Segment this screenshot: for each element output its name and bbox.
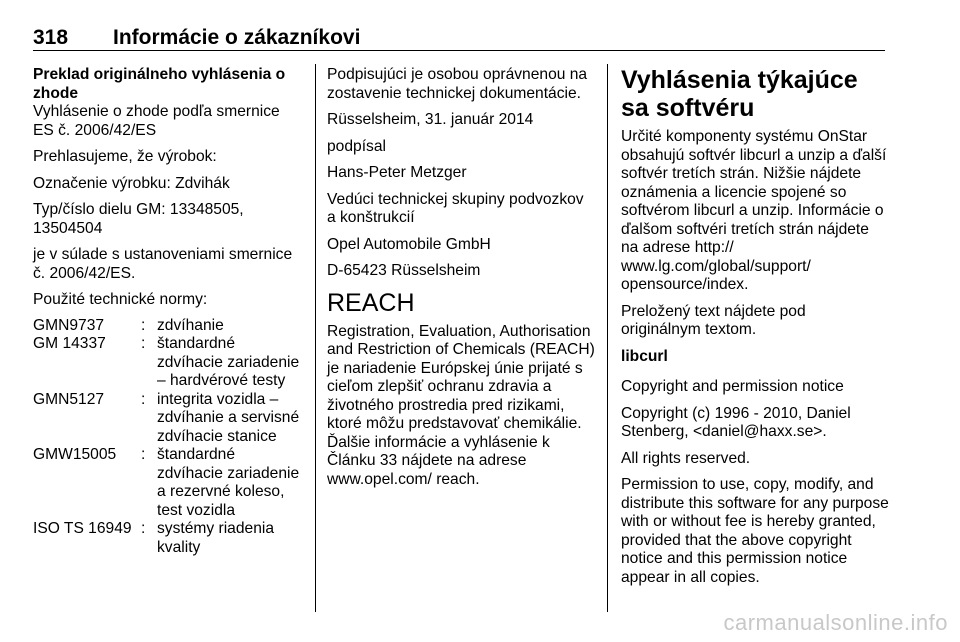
column-divider-2 xyxy=(607,64,608,612)
standard-row xyxy=(33,391,303,447)
standard-separator: : xyxy=(141,316,146,334)
column-divider-1 xyxy=(315,64,316,612)
part-number: Typ/číslo dielu GM: 13348505, 13504504 xyxy=(33,201,244,237)
standards-table xyxy=(33,317,303,558)
standards-intro: Použité technické normy: xyxy=(33,291,208,308)
page-title: Informácie o zákazníkovi xyxy=(113,26,361,49)
declaration-directive: Vyhlásenie o zhode podľa smernice ES č. 2006/42/ES xyxy=(33,103,280,139)
standard-row xyxy=(33,520,303,557)
libcurl-heading: libcurl xyxy=(621,347,668,365)
reach-heading: REACH xyxy=(327,288,415,317)
column-left xyxy=(33,66,303,557)
product-designation: Označenie výrobku: Zdvihák xyxy=(33,174,230,192)
standard-separator: : xyxy=(141,520,146,537)
signer-role: Vedúci technickej skupiny podvozkov a konštrukcií xyxy=(327,190,584,226)
watermark: carmanualsonline.info xyxy=(723,610,948,635)
standard-separator: : xyxy=(141,335,146,352)
standard-code: GM 14337 xyxy=(33,335,106,352)
rights-reserved: All rights reserved. xyxy=(621,449,751,467)
standard-description: štandardné zdvíhacie zariadenie a rezervné koleso, test vozidla xyxy=(157,446,300,519)
standard-code: GMN5127 xyxy=(33,390,105,408)
standard-separator: : xyxy=(141,446,146,463)
column-right xyxy=(621,66,889,595)
declaration-heading: Preklad originálneho vyhlásenia o zhode xyxy=(33,66,286,102)
column-middle xyxy=(327,66,595,497)
declaration-statement: Prehlasujeme, že výrobok: xyxy=(33,148,217,165)
compliance-statement: je v súlade s ustanoveniami smernice č. 2006/42/ES. xyxy=(33,246,293,282)
signed-by: podpísal xyxy=(327,137,386,155)
standard-code: GMN9737 xyxy=(33,316,105,334)
software-intro: Určité komponenty systému OnStar obsahujú softvér libcurl a unzip a ďalší softvér tretích strán. Nižšie nájdete oznámenia a licencie spojené so softvérom libcurl a unzip. Informácie o ďalšom softvéri tretích strán nájdete na adrese http:// www.lg.com/global/support/ opensource/index. xyxy=(621,128,887,293)
page-header xyxy=(33,26,885,48)
place-date: Rüsselsheim, 31. január 2014 xyxy=(327,111,534,128)
reach-text: Registration, Evaluation, Authorisation and Restriction of Chemicals (REACH) je nariadenie Európskej únie prijaté s cieľom zlepšiť ochranu zdravia a životného prostredia pred rizikami, ktoré môžu predstavovať chemikálie. Ďalšie informácie a vyhlásenie k Článku 33 nájdete na adrese www.opel.com/ reach. xyxy=(327,322,595,488)
software-heading: Vyhlásenia týkajúce sa softvéru xyxy=(621,66,858,122)
permission-text: Permission to use, copy, modify, and distribute this software for any purpose with or without fee is hereby granted, provided that the above copyright notice and this permission notice appear in all copies. xyxy=(621,476,889,586)
standard-description: integrita vozidla – zdvíhanie a servisné zdvíhacie stanice xyxy=(157,390,300,445)
company-address: D-65423 Rüsselsheim xyxy=(327,262,481,279)
standard-description: zdvíhanie xyxy=(157,316,224,334)
copyright-title: Copyright and permission notice xyxy=(621,378,844,395)
standard-separator: : xyxy=(141,390,146,408)
standard-code: ISO TS 16949 xyxy=(33,520,132,537)
signatory-note: Podpisujúci je osobou oprávnenou na zostavenie technickej dokumentácie. xyxy=(327,66,588,102)
header-divider xyxy=(33,50,885,51)
standard-description: štandardné zdvíhacie zariadenie – hardvérové testy xyxy=(157,335,300,389)
standard-code: GMW15005 xyxy=(33,446,117,463)
standard-row xyxy=(33,335,303,391)
signer-name: Hans-Peter Metzger xyxy=(327,164,467,181)
page-number: 318 xyxy=(33,26,69,49)
copyright-line: Copyright (c) 1996 - 2010, Daniel Stenberg, <daniel@haxx.se>. xyxy=(621,404,851,440)
translation-note: Preložený text nájdete pod originálnym textom. xyxy=(621,302,806,338)
company-name: Opel Automobile GmbH xyxy=(327,235,491,253)
standard-description: systémy riadenia kvality xyxy=(157,520,274,556)
standard-row xyxy=(33,446,303,520)
standard-row xyxy=(33,317,303,336)
